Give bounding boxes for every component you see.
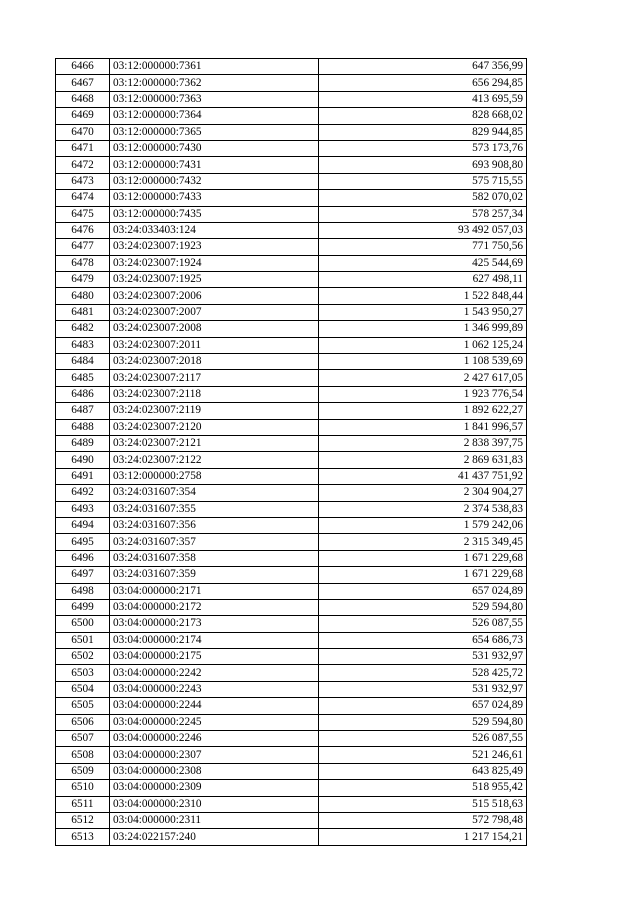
table-row [56,272,527,288]
table-row [56,435,527,451]
row-number-cell: 6499 [56,599,110,615]
cadastral-number-cell: 03:04:000000:2309 [110,780,319,796]
cadastral-value-cell: 647 356,99 [319,59,527,75]
cadastral-value-cell: 2 374 538,83 [319,501,527,517]
table-row [56,501,527,517]
cadastral-value-cell: 521 246,61 [319,747,527,763]
table-row [56,698,527,714]
cadastral-value-cell: 1 062 125,24 [319,337,527,353]
cadastral-value-cell: 518 955,42 [319,780,527,796]
cadastral-number-cell: 03:12:000000:7362 [110,75,319,91]
cadastral-number-cell: 03:12:000000:7363 [110,91,319,107]
row-number-cell: 6466 [56,59,110,75]
cadastral-number-cell: 03:24:023007:1923 [110,239,319,255]
cadastral-value-cell: 829 944,85 [319,124,527,140]
cadastral-number-cell: 03:04:000000:2171 [110,583,319,599]
table-row [56,255,527,271]
cadastral-value-cell: 413 695,59 [319,91,527,107]
cadastral-value-cell: 531 932,97 [319,681,527,697]
row-number-cell: 6494 [56,517,110,533]
row-number-cell: 6512 [56,812,110,828]
row-number-cell: 6482 [56,321,110,337]
cadastral-value-cell: 2 869 631,83 [319,452,527,468]
table-row [56,583,527,599]
cadastral-value-cell: 1 217 154,21 [319,829,527,845]
cadastral-value-cell: 529 594,80 [319,599,527,615]
cadastral-value-cell: 627 498,11 [319,272,527,288]
row-number-cell: 6470 [56,124,110,140]
cadastral-number-cell: 03:04:000000:2310 [110,796,319,812]
cadastral-value-cell: 657 024,89 [319,698,527,714]
table-row [56,665,527,681]
cadastral-value-cell: 425 544,69 [319,255,527,271]
table-row [56,403,527,419]
cadastral-value-cell: 582 070,02 [319,190,527,206]
row-number-cell: 6502 [56,649,110,665]
row-number-cell: 6481 [56,304,110,320]
row-number-cell: 6475 [56,206,110,222]
row-number-cell: 6485 [56,370,110,386]
cadastral-value-cell: 2 304 904,27 [319,485,527,501]
cadastral-value-cell: 93 492 057,03 [319,222,527,238]
table-row [56,337,527,353]
table-row [56,91,527,107]
cadastral-value-cell: 1 522 848,44 [319,288,527,304]
row-number-cell: 6489 [56,435,110,451]
cadastral-number-cell: 03:04:000000:2246 [110,731,319,747]
row-number-cell: 6509 [56,763,110,779]
cadastral-value-cell: 526 087,55 [319,731,527,747]
row-number-cell: 6480 [56,288,110,304]
table-row [56,206,527,222]
row-number-cell: 6483 [56,337,110,353]
table-row [56,534,527,550]
table-row [56,829,527,845]
row-number-cell: 6492 [56,485,110,501]
cadastral-number-cell: 03:24:033403:124 [110,222,319,238]
cadastral-number-cell: 03:04:000000:2242 [110,665,319,681]
cadastral-value-cell: 2 427 617,05 [319,370,527,386]
cadastral-value-cell: 1 543 950,27 [319,304,527,320]
cadastral-value-cell: 515 518,63 [319,796,527,812]
table-row [56,796,527,812]
row-number-cell: 6479 [56,272,110,288]
cadastral-number-cell: 03:04:000000:2311 [110,812,319,828]
table-row [56,485,527,501]
cadastral-value-table [55,58,527,846]
row-number-cell: 6467 [56,75,110,91]
cadastral-value-cell: 1 671 229,68 [319,550,527,566]
cadastral-number-cell: 03:24:031607:356 [110,517,319,533]
cadastral-value-cell: 531 932,97 [319,649,527,665]
table-row [56,419,527,435]
cadastral-number-cell: 03:04:000000:2172 [110,599,319,615]
cadastral-value-cell: 1 841 996,57 [319,419,527,435]
cadastral-number-cell: 03:24:031607:354 [110,485,319,501]
table-row [56,550,527,566]
cadastral-value-cell: 578 257,34 [319,206,527,222]
cadastral-number-cell: 03:24:023007:2120 [110,419,319,435]
table-row [56,731,527,747]
row-number-cell: 6469 [56,108,110,124]
cadastral-number-cell: 03:24:023007:2006 [110,288,319,304]
cadastral-value-cell: 573 173,76 [319,140,527,156]
row-number-cell: 6478 [56,255,110,271]
row-number-cell: 6513 [56,829,110,845]
row-number-cell: 6486 [56,386,110,402]
cadastral-number-cell: 03:24:023007:2121 [110,435,319,451]
cadastral-value-cell: 654 686,73 [319,632,527,648]
row-number-cell: 6504 [56,681,110,697]
row-number-cell: 6495 [56,534,110,550]
row-number-cell: 6503 [56,665,110,681]
cadastral-number-cell: 03:24:031607:358 [110,550,319,566]
cadastral-number-cell: 03:12:000000:7361 [110,59,319,75]
cadastral-number-cell: 03:12:000000:7433 [110,190,319,206]
row-number-cell: 6505 [56,698,110,714]
cadastral-number-cell: 03:24:023007:2118 [110,386,319,402]
row-number-cell: 6472 [56,157,110,173]
row-number-cell: 6487 [56,403,110,419]
cadastral-value-cell: 2 838 397,75 [319,435,527,451]
cadastral-value-cell: 693 908,80 [319,157,527,173]
cadastral-number-cell: 03:04:000000:2175 [110,649,319,665]
cadastral-value-cell: 528 425,72 [319,665,527,681]
cadastral-value-cell: 529 594,80 [319,714,527,730]
row-number-cell: 6510 [56,780,110,796]
row-number-cell: 6501 [56,632,110,648]
table-row [56,59,527,75]
cadastral-number-cell: 03:04:000000:2173 [110,616,319,632]
row-number-cell: 6490 [56,452,110,468]
cadastral-number-cell: 03:24:023007:1925 [110,272,319,288]
row-number-cell: 6468 [56,91,110,107]
cadastral-value-cell: 1 671 229,68 [319,567,527,583]
cadastral-number-cell: 03:24:022157:240 [110,829,319,845]
table-row [56,222,527,238]
cadastral-value-cell: 828 668,02 [319,108,527,124]
row-number-cell: 6476 [56,222,110,238]
row-number-cell: 6471 [56,140,110,156]
table-row [56,124,527,140]
table-row [56,354,527,370]
cadastral-value-cell: 575 715,55 [319,173,527,189]
cadastral-value-cell: 1 923 776,54 [319,386,527,402]
table-row [56,763,527,779]
cadastral-number-cell: 03:12:000000:7430 [110,140,319,156]
table-row [56,370,527,386]
table-row [56,616,527,632]
table-row [56,517,527,533]
cadastral-number-cell: 03:24:031607:357 [110,534,319,550]
row-number-cell: 6500 [56,616,110,632]
cadastral-number-cell: 03:24:023007:2011 [110,337,319,353]
table-row [56,304,527,320]
cadastral-value-cell: 526 087,55 [319,616,527,632]
row-number-cell: 6493 [56,501,110,517]
cadastral-number-cell: 03:04:000000:2244 [110,698,319,714]
cadastral-value-cell: 771 750,56 [319,239,527,255]
cadastral-value-cell: 1 108 539,69 [319,354,527,370]
cadastral-number-cell: 03:24:023007:2119 [110,403,319,419]
cadastral-value-cell: 643 825,49 [319,763,527,779]
row-number-cell: 6477 [56,239,110,255]
table-row [56,632,527,648]
cadastral-number-cell: 03:12:000000:7432 [110,173,319,189]
cadastral-value-cell: 657 024,89 [319,583,527,599]
cadastral-number-cell: 03:12:000000:7364 [110,108,319,124]
table-row [56,386,527,402]
row-number-cell: 6488 [56,419,110,435]
cadastral-number-cell: 03:12:000000:2758 [110,468,319,484]
table-row [56,452,527,468]
cadastral-value-cell: 2 315 349,45 [319,534,527,550]
row-number-cell: 6473 [56,173,110,189]
cadastral-number-cell: 03:24:031607:355 [110,501,319,517]
row-number-cell: 6496 [56,550,110,566]
row-number-cell: 6484 [56,354,110,370]
cadastral-number-cell: 03:04:000000:2307 [110,747,319,763]
row-number-cell: 6511 [56,796,110,812]
cadastral-number-cell: 03:12:000000:7435 [110,206,319,222]
cadastral-value-cell: 572 798,48 [319,812,527,828]
cadastral-number-cell: 03:24:023007:2122 [110,452,319,468]
table-row [56,812,527,828]
cadastral-value-cell: 1 892 622,27 [319,403,527,419]
cadastral-number-cell: 03:04:000000:2174 [110,632,319,648]
table-row [56,108,527,124]
table-row [56,75,527,91]
cadastral-value-cell: 1 346 999,89 [319,321,527,337]
cadastral-number-cell: 03:12:000000:7365 [110,124,319,140]
cadastral-number-cell: 03:24:023007:2007 [110,304,319,320]
table-row [56,681,527,697]
table-row [56,649,527,665]
cadastral-number-cell: 03:24:023007:2008 [110,321,319,337]
table-row [56,321,527,337]
table-row [56,140,527,156]
cadastral-value-cell: 656 294,85 [319,75,527,91]
table-row [56,288,527,304]
row-number-cell: 6491 [56,468,110,484]
table-row [56,567,527,583]
cadastral-number-cell: 03:12:000000:7431 [110,157,319,173]
row-number-cell: 6498 [56,583,110,599]
cadastral-number-cell: 03:04:000000:2308 [110,763,319,779]
table-row [56,780,527,796]
table-row [56,157,527,173]
row-number-cell: 6506 [56,714,110,730]
cadastral-number-cell: 03:24:031607:359 [110,567,319,583]
table-row [56,599,527,615]
table-row [56,239,527,255]
cadastral-number-cell: 03:24:023007:2117 [110,370,319,386]
row-number-cell: 6508 [56,747,110,763]
cadastral-number-cell: 03:24:023007:1924 [110,255,319,271]
cadastral-number-cell: 03:04:000000:2243 [110,681,319,697]
row-number-cell: 6507 [56,731,110,747]
cadastral-number-cell: 03:24:023007:2018 [110,354,319,370]
table-row [56,714,527,730]
cadastral-value-cell: 41 437 751,92 [319,468,527,484]
row-number-cell: 6497 [56,567,110,583]
table-row [56,468,527,484]
row-number-cell: 6474 [56,190,110,206]
table-row [56,173,527,189]
cadastral-number-cell: 03:04:000000:2245 [110,714,319,730]
table-row [56,190,527,206]
cadastral-value-cell: 1 579 242,06 [319,517,527,533]
table-body [56,59,527,846]
table-row [56,747,527,763]
